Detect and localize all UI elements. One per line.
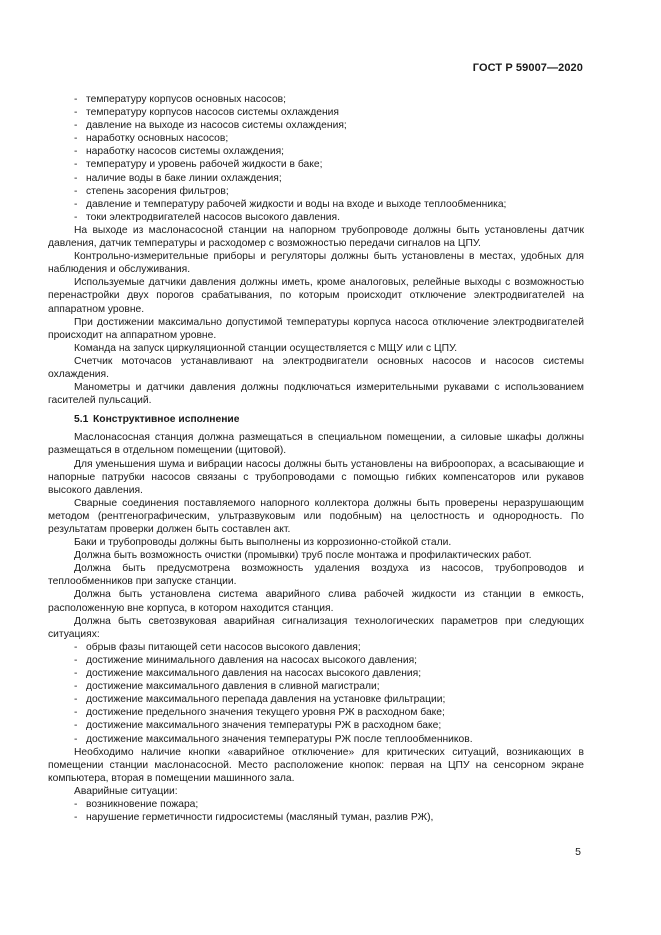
list-dash: -: [74, 211, 78, 223]
list-dash: -: [74, 133, 78, 145]
paragraph: Должна быть предусмотрена возможность удаления воздуха из насосов, трубопроводов и теплообменников при запуске станции.: [48, 563, 584, 588]
paragraph: Используемые датчики давления должны иметь, кроме аналоговых, релейные выходы с возможностью перенастройки двух порогов срабатывания, по которым происходит отключение электродвигателей на аппаратном уровне.: [48, 277, 584, 315]
list-item: - наработку основных насосов;: [74, 133, 229, 145]
list-item: - обрыв фазы питающей сети насосов высокого давления;: [74, 641, 361, 653]
list-dash: -: [74, 107, 78, 119]
list-dash: -: [74, 694, 78, 706]
paragraph: Счетчик моточасов устанавливают на электродвигатели основных насосов и насосов системы охлаждения.: [48, 355, 584, 380]
list-item: - температуру корпусов основных насосов;: [74, 94, 287, 105]
list-dash: -: [74, 641, 78, 653]
paragraph: Манометры и датчики давления должны подключаться измерительными рукавами с использованием гасителей пульсаций.: [48, 382, 584, 407]
emergency-list: [48, 798, 584, 824]
list-item: - давление на выходе из насосов системы охлаждения;: [74, 120, 347, 132]
list-item: - достижение максимального значения температуры РЖ после теплообменников.: [74, 733, 473, 745]
list-item: - достижение максимального значения температуры РЖ в расходном баке;: [74, 720, 442, 732]
paragraph: На выходе из маслонасосной станции на напорном трубопроводе должны быть установлены датчик давления, датчик температуры и расходомер с возможностью передачи сигналов на ЦПУ.: [48, 224, 584, 250]
list-dash: -: [74, 668, 78, 680]
list-dash: -: [74, 172, 78, 184]
list-dash: -: [74, 94, 78, 105]
section-heading: [48, 413, 584, 426]
list-item: - температуру корпусов насосов системы охлаждения: [74, 107, 339, 119]
list-dash: -: [74, 654, 78, 666]
list-item: - давление и температуру рабочей жидкости и воды на входе и выходе теплообменника;: [74, 198, 507, 210]
section-number: 5.1: [74, 414, 89, 426]
list-dash: -: [74, 185, 78, 197]
list-dash: -: [74, 120, 78, 132]
paragraph: Контрольно-измерительные приборы и регуляторы должны быть установлены в местах, удобных для наблюдения и обслуживания.: [48, 251, 584, 276]
paragraph: При достижении максимально допустимой температуры корпуса насоса отключение электродвигателей происходит на аппаратном уровне.: [48, 316, 584, 341]
list-item: - степень засорения фильтров;: [74, 185, 229, 197]
list-item: - возникновение пожара;: [74, 798, 199, 810]
list-dash: -: [74, 812, 78, 824]
list-item: - достижение предельного значения текущего уровня РЖ в расходном баке;: [74, 707, 445, 719]
paragraph: Маслонасосная станция должна размещаться в специальном помещении, а силовые шкафы должны размещаться в отдельном помещении (щитовой).: [48, 432, 584, 457]
list-item: - наработку насосов системы охлаждения;: [74, 146, 285, 158]
list-item: - достижение минимального давления на насосах высокого давления;: [74, 654, 418, 666]
list-item: - достижение максимального перепада давления на установке фильтрации;: [74, 694, 446, 706]
list-item: - нарушение герметичности гидросистемы (масляный туман, разлив РЖ),: [74, 812, 434, 824]
list-dash: -: [74, 798, 78, 810]
standard-code: ГОСТ Р 59007—2020: [472, 62, 583, 74]
list-dash: -: [74, 707, 78, 719]
page-number: 5: [575, 846, 581, 858]
paragraph: Команда на запуск циркуляционной станции осуществляется с МЩУ или с ЦПУ.: [74, 342, 458, 354]
list-item: - достижение максимального давления на насосах высокого давления;: [74, 668, 422, 680]
list-dash: -: [74, 681, 78, 693]
list-dash: -: [74, 159, 78, 171]
paragraph: Должна быть возможность очистки (промывки) труб после монтажа и профилактических работ.: [74, 550, 532, 562]
paragraph: Для уменьшения шума и вибрации насосы должны быть установлены на виброопорах, а всасывающие и напорные патрубки насосов связаны с трубопроводами с помощью гибких компенсаторов или рукавов высокого давления.: [48, 458, 584, 496]
monitoring-list: [48, 93, 584, 224]
paragraph: Аварийные ситуации:: [74, 785, 178, 797]
paragraph: Баки и трубопроводы должны быть выполнены из коррозионно-стойкой стали.: [74, 537, 452, 549]
list-item: - температуру и уровень рабочей жидкости в баке;: [74, 159, 323, 171]
paragraph: Должна быть установлена система аварийного слива рабочей жидкости из станции в емкость, расположенную вне корпуса, в котором находится станция.: [48, 589, 584, 614]
list-item: - достижение максимального давления в сливной магистрали;: [74, 681, 380, 693]
paragraph: Сварные соединения поставляемого напорного коллектора должны быть проверены неразрушающим методом (рентгенографическим, ультразвуковым или подобным) на целостность и однородность. По результатам проверки должен быть составлен акт.: [48, 497, 584, 535]
section-title: Конструктивное исполнение: [93, 414, 240, 426]
list-item: - токи электродвигателей насосов высокого давления.: [74, 211, 340, 223]
list-dash: -: [74, 720, 78, 732]
alarm-situations-list: [48, 641, 584, 746]
list-item: - наличие воды в баке линии охлаждения;: [74, 172, 282, 184]
document-body: [48, 93, 584, 824]
list-dash: -: [74, 733, 78, 745]
paragraph: Необходимо наличие кнопки «аварийное отключение» для критических ситуаций, возникающих в помещении станции маслонасосной. Место расположение кнопок: первая на ЦПУ на сенсорном экране компьютера, вторая в помещении машинного зала.: [48, 746, 584, 784]
list-dash: -: [74, 198, 78, 210]
list-dash: -: [74, 146, 78, 158]
paragraph: Должна быть светозвуковая аварийная сигнализация технологических параметров при следующих ситуациях:: [48, 615, 584, 640]
